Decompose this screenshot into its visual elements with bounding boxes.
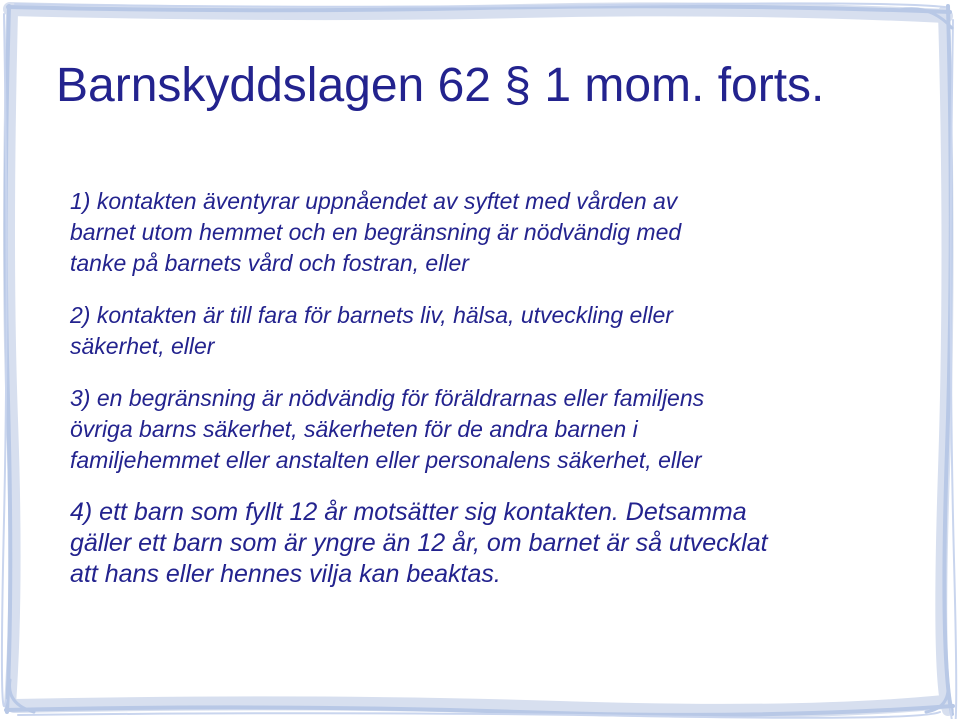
slide-title: Barnskyddslagen 62 § 1 mom. forts. — [56, 59, 825, 112]
paragraph-3: 3) en begränsning är nödvändig för föräldrarnas eller familjens övriga barns säkerhet, säkerheten för de andra barnen i familjehemmet eller anstalten eller personalens säkerhet, eller — [70, 385, 705, 473]
paragraph-4: 4) ett barn som fyllt 12 år motsätter sig kontakten. Detsamma gäller ett barn som är yngre än 12 år, om barnet är så utvecklat att hans eller hennes vilja kan beaktas. — [70, 498, 768, 588]
paragraph-1: 1) kontakten äventyrar uppnåendet av syftet med vården av barnet utom hemmet och en begränsning är nödvändig med tanke på barnets vård och fostran, eller — [70, 188, 682, 276]
paragraph-2: 2) kontakten är till fara för barnets liv, hälsa, utveckling eller säkerhet, eller — [70, 302, 673, 359]
slide-body — [70, 186, 910, 590]
